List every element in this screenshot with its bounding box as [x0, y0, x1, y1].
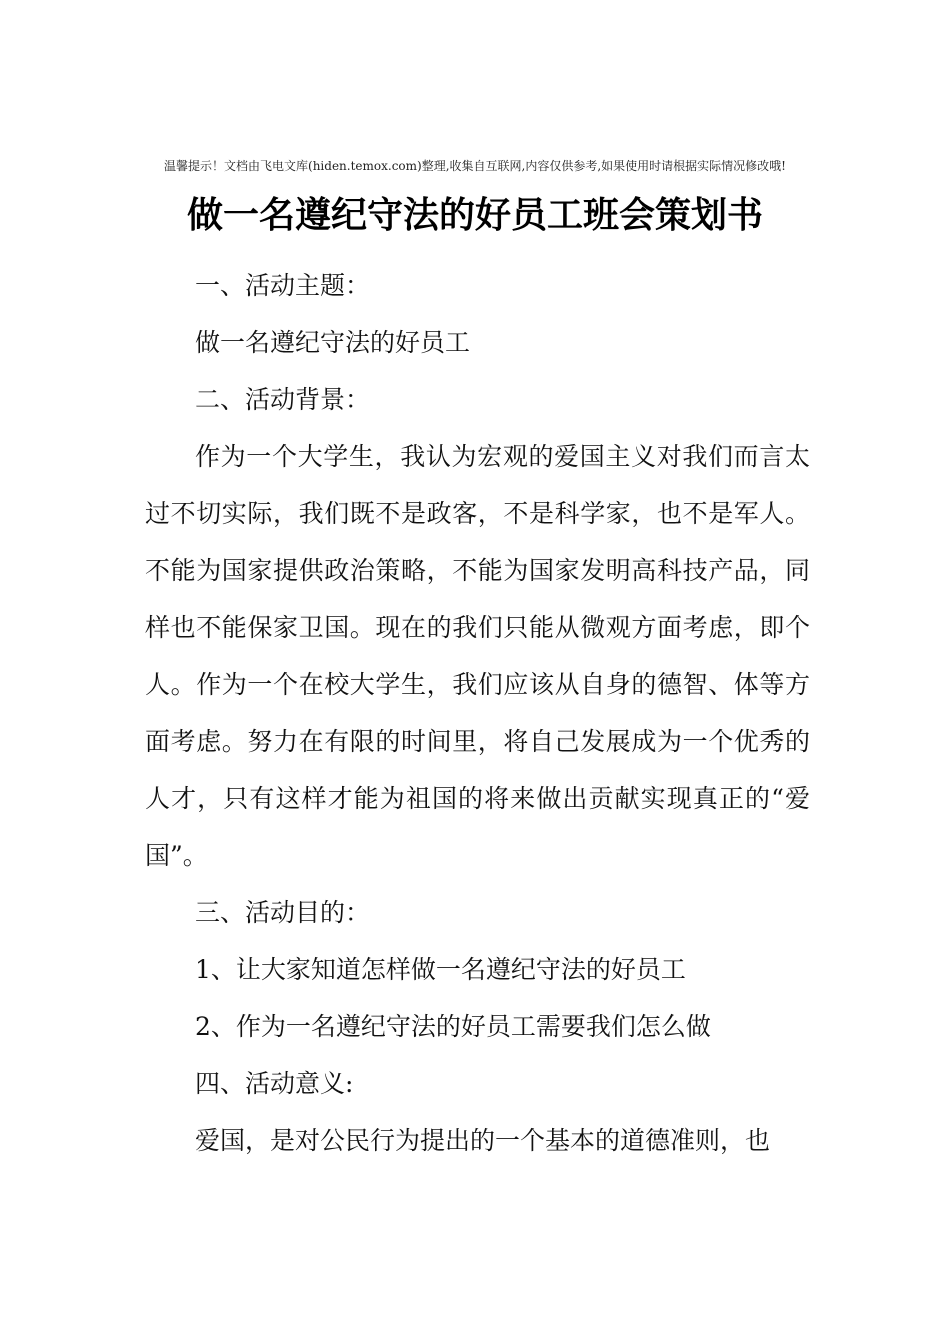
paragraph-background: 作为一个大学生，我认为宏观的爱国主义对我们而言太过不切实际，我们既不是政客，不是科学家，也不是军人。不能为国家提供政治策略，不能为国家发明高科技产品，同样也不能保家卫国。现在的我们只能从微观方面考虑，即个人。作为一个在校大学生，我们应该从自身的德智、体等方面考虑。努力在有限的时间里，将自己发展成为一个优秀的人才，只有这样才能为祖国的将来做出贡献实现真正的“爱国”。 [145, 442, 810, 870]
section-heading-background: 二、活动背景： [195, 385, 371, 414]
paragraph-significance: 爱国，是对公民行为提出的一个基本的道德准则，也 [195, 1126, 771, 1155]
section-heading-theme: 一、活动主题： [195, 271, 371, 300]
section-heading-purpose: 三、活动目的： [195, 898, 371, 927]
paragraph-purpose-2: 2、作为一名遵纪守法的好员工需要我们怎么做 [195, 1012, 711, 1041]
document-notice: 温馨提示！文档由飞电文库(hiden.temox.com)整理,收集自互联网,内容仅供参考,如果使用时请根据实际情况修改哦! [164, 159, 786, 173]
document-title: 做一名遵纪守法的好员工班会策划书 [186, 194, 763, 236]
paragraph-theme: 做一名遵纪守法的好员工 [195, 328, 471, 357]
paragraph-purpose-1: 1、让大家知道怎样做一名遵纪守法的好员工 [195, 955, 686, 984]
section-heading-significance: 四、活动意义: [195, 1069, 354, 1098]
document-body [145, 257, 810, 1169]
